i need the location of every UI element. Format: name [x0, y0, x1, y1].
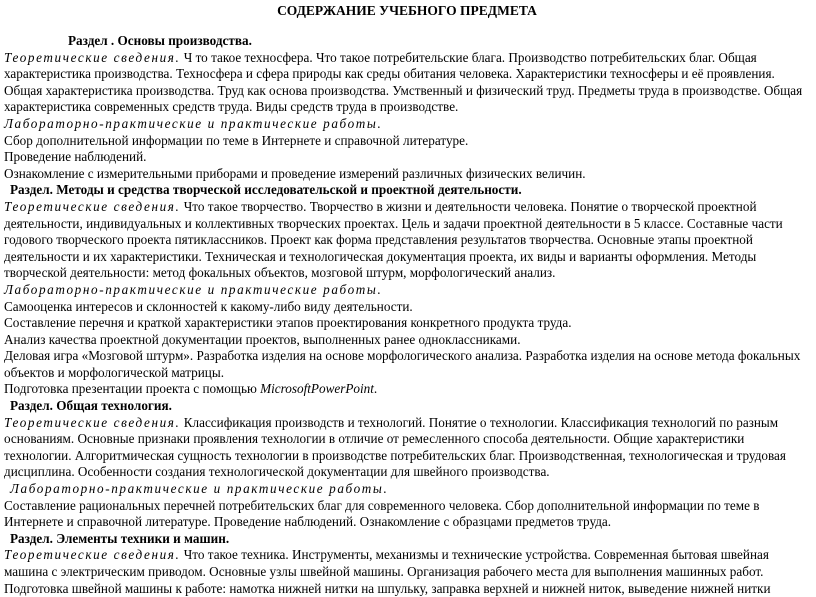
- practice-label: Лабораторно-практические и практические работы.: [4, 281, 383, 297]
- theory-label: Теоретические сведения.: [4, 547, 181, 563]
- practice-label: Лабораторно-практические и практические работы.: [10, 481, 389, 497]
- practice-item: Проведение наблюдений.: [4, 149, 147, 165]
- section-theory-production: [4, 50, 810, 116]
- practice-label: Лабораторно-практические и практические работы.: [4, 115, 383, 131]
- presentation-prefix: Подготовка презентации проекта с помощью: [4, 381, 261, 397]
- theory-label: Теоретические сведения.: [4, 49, 181, 65]
- theory-text: Что такое техника. Инструменты, механизмы и технические устройства. Современная бытовая швейная машина с электрическим приводом. Основные узлы швейной машины. Организация рабочего места для выполнения машинных работ.: [4, 547, 769, 579]
- practice-item: Деловая игра «Мозговой штурм». Разработка изделия на основе морфологического анализа. Разработка изделия на основе метода фокальных объектов и морфологической матрицы.: [4, 348, 801, 380]
- theory-text: Классификация производств и технологий. Понятие о технологии. Классификация технологий по разным основаниям. Основные признаки проявления технологии в отличие от ремесленного способа деятельности. Общие характеристики технологии. Алгоритмическая сущность технологии в производстве потребительских благ. Производственная, технологическая и трудовая дисциплина. Особенности создания технологической документации для швейного производства.: [4, 414, 786, 480]
- software-name: MicrosoftPowerPoint: [260, 381, 374, 397]
- section-theory-methods: [4, 199, 810, 282]
- theory-label: Теоретические сведения.: [4, 198, 181, 214]
- section-heading-technology: Раздел. Общая технология.: [10, 398, 172, 414]
- theory-label: Теоретические сведения.: [4, 414, 181, 430]
- document-title: СОДЕРЖАНИЕ УЧЕБНОГО ПРЕДМЕТА: [277, 3, 537, 18]
- section-heading-production: Раздел . Основы производства.: [68, 33, 252, 48]
- last-line: Подготовка швейной машины к работе: намотка нижней нитки на шпульку, заправка верхней и нижней ниток, выведение нижней нитки: [4, 580, 771, 596]
- theory-text: Ч то такое техносфера. Что такое потребительские блага. Производство потребительских благ. Общая характеристика производства. Техносфера и сфера природы как среды обитания человека. Характеристики техносферы и её проявления. Общая характеристика производства. Труд как основа производства. Умственный и физический труд. Предметы труда в производстве. Общая характеристика современных средств труда. Виды средств труда в производстве.: [4, 49, 803, 115]
- section-theory-technology: [4, 415, 810, 481]
- practice-item: Составление перечня и краткой характеристики этапов проектирования конкретного продукта труда.: [4, 315, 572, 331]
- practice-text: Составление рациональных перечней потребительских благ для современного человека. Сбор дополнительной информации по теме в Интернете и справочной литературе. Проведение наблюдений. Ознакомление с образцами предметов труда.: [4, 497, 760, 530]
- practice-item: Ознакомление с измерительными приборами и проведение измерений различных физических величин.: [4, 165, 586, 181]
- section-heading-methods: Раздел. Методы и средства творческой исследовательской и проектной деятельности.: [10, 182, 522, 198]
- presentation-item: [4, 381, 810, 398]
- section-theory-machines: [4, 547, 810, 580]
- practice-item: Самооценка интересов и склонностей к какому-либо виду деятельности.: [4, 298, 413, 314]
- section-heading-machines: Раздел. Элементы техники и машин.: [10, 530, 230, 546]
- presentation-suffix: .: [373, 381, 378, 397]
- practice-item: Сбор дополнительной информации по теме в Интернете и справочной литературе.: [4, 132, 469, 148]
- theory-text: Что такое творчество. Творчество в жизни и деятельности человека. Понятие о творческой проектной деятельности, индивидуальных и коллективных творческих проектах. Цель и задачи проектной деятельности в 5 классе. Составные части годового творческого проекта пятиклассников. Проект как форма представления результатов творчества. Основные этапы проектной деятельности и их характеристики. Техническая и технологическая документация проекта, их виды и варианты оформления. Методы творческой деятельности: метод фокальных объектов, мозговой штурм, морфологический анализ.: [4, 198, 783, 281]
- practice-item: Анализ качества проектной документации проектов, выполненных ранее одноклассниками.: [4, 331, 521, 347]
